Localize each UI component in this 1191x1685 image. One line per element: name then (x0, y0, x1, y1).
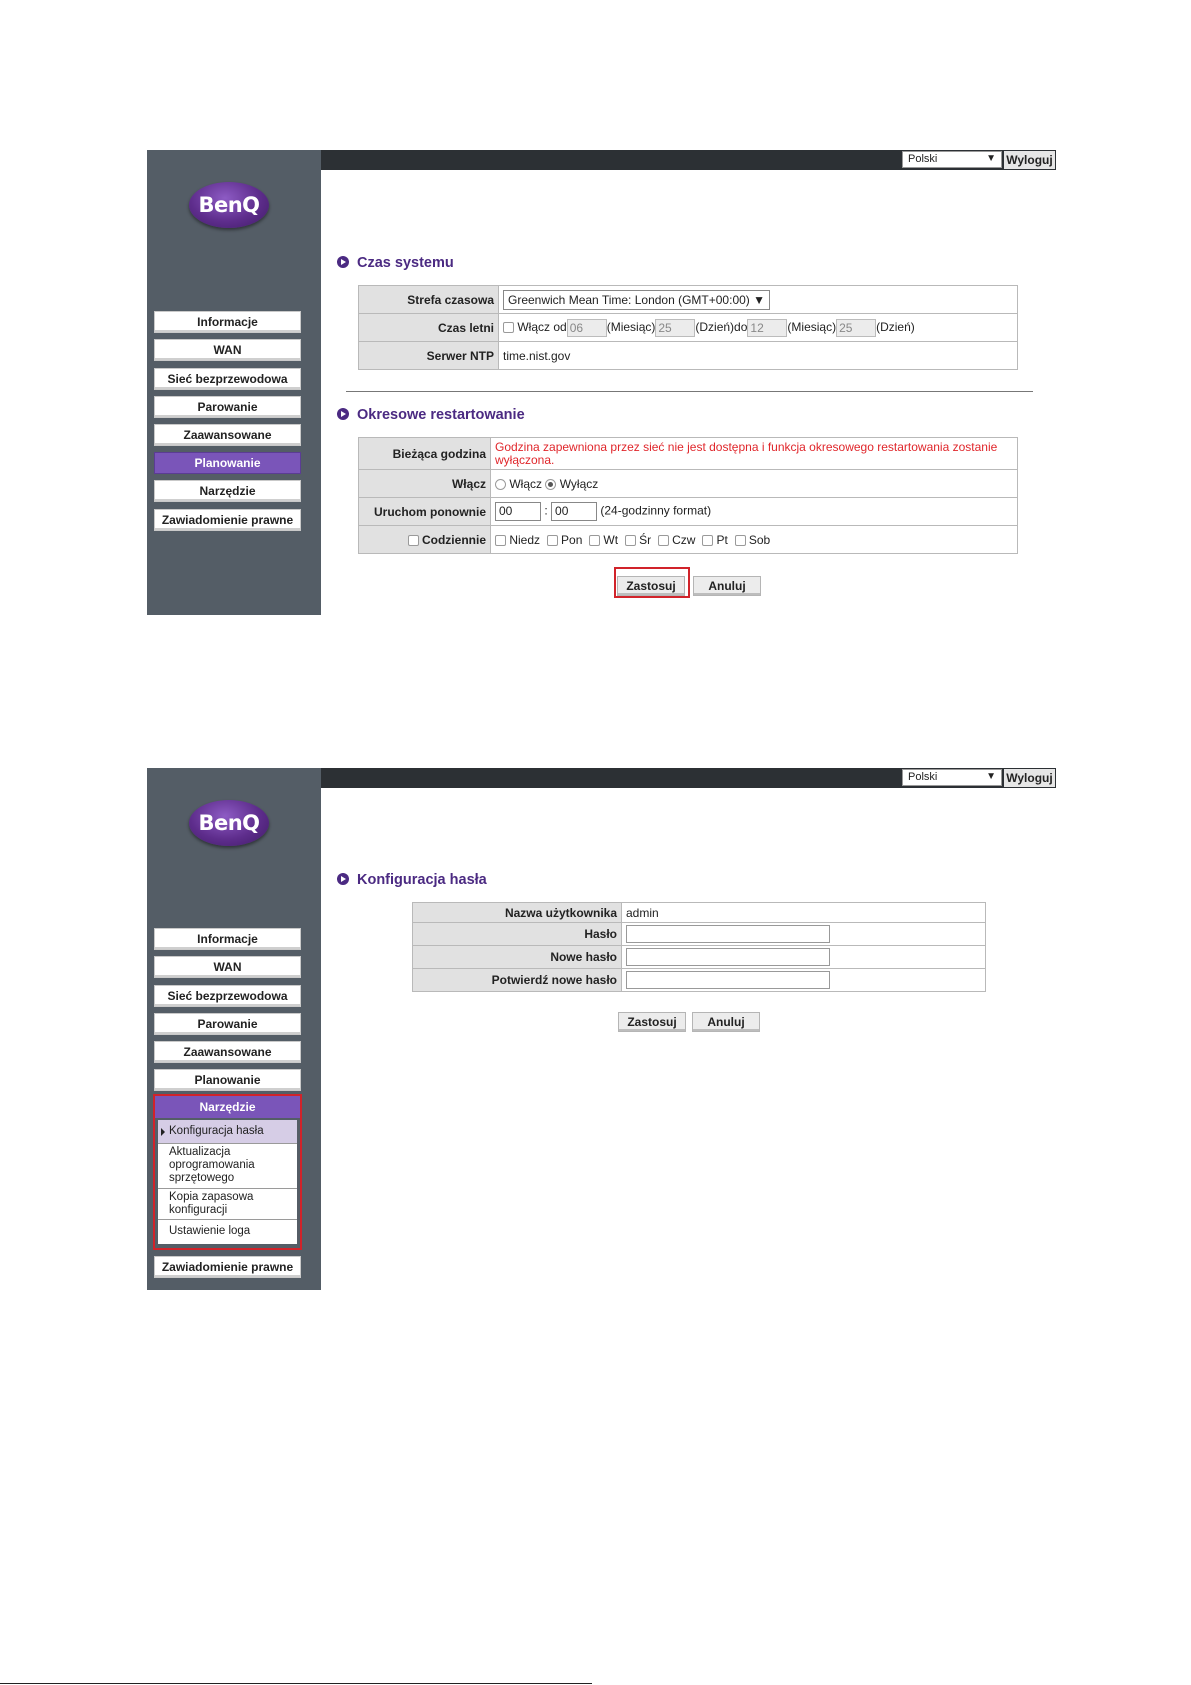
section-title-text: Konfiguracja hasła (357, 872, 487, 888)
screenshot-password-config (147, 768, 1056, 1290)
section-divider (346, 391, 1033, 392)
nav-planowanie[interactable]: Planowanie (154, 452, 301, 474)
day-checkbox-pon[interactable] (547, 535, 558, 546)
current-time-warning: Godzina zapewniona przez sieć nie jest dostępna i funkcja okresowego restartowania zostanie wyłączona. (491, 438, 1018, 470)
section-title-text: Okresowe restartowanie (357, 407, 525, 423)
section-title-password-config (337, 872, 487, 888)
days-cell (491, 526, 1018, 554)
radio-enable[interactable] (495, 479, 506, 490)
new-password-cell (622, 946, 986, 969)
confirm-password-cell (622, 969, 986, 992)
nav-parowanie[interactable]: Parowanie (154, 1013, 301, 1035)
current-time-label: Bieżąca godzina (359, 438, 491, 470)
benq-logo (189, 182, 269, 228)
restart-cell (491, 498, 1018, 526)
timezone-value: Greenwich Mean Time: London (GMT+00:00) (508, 292, 750, 307)
section-title-system-time (337, 255, 454, 271)
day-label: Wt (603, 532, 619, 547)
nav-narzedzie[interactable]: Narzędzie (154, 480, 301, 502)
nav-informacje[interactable]: Informacje (154, 311, 301, 333)
language-value: Polski (908, 153, 938, 165)
username-label: Nazwa użytkownika (413, 903, 622, 923)
section-bullet-icon (337, 873, 349, 885)
dst-from-month-input[interactable]: 06 (567, 319, 607, 337)
day-label: Śr (639, 532, 652, 547)
language-value: Polski (908, 771, 938, 783)
day-label: (Dzień) (695, 319, 735, 334)
restart-hour-input[interactable]: 00 (495, 502, 541, 521)
day-label: Pt (716, 532, 728, 547)
dst-checkbox[interactable] (503, 322, 514, 333)
time-separator: : (544, 503, 548, 518)
periodic-restart-table (358, 437, 1018, 554)
sidebar (147, 150, 321, 615)
day-checkbox-sr[interactable] (625, 535, 636, 546)
nav-narzedzie[interactable]: Narzędzie (155, 1096, 300, 1118)
nav-zaawansowane[interactable]: Zaawansowane (154, 1041, 301, 1063)
confirm-password-label: Potwierdź nowe hasło (413, 969, 622, 992)
cancel-button[interactable]: Anuluj (692, 1012, 760, 1032)
dropdown-arrow-icon: ▼ (753, 292, 766, 307)
logout-button[interactable]: Wyloguj (1004, 769, 1055, 787)
language-select[interactable] (902, 151, 1002, 168)
day-checkbox-sob[interactable] (735, 535, 746, 546)
selected-arrow-icon (161, 1128, 165, 1136)
password-cell (622, 923, 986, 946)
nav-siec-bezprzewodowa[interactable]: Sieć bezprzewodowa (154, 368, 301, 390)
month-label: (Miesiąc) (606, 319, 656, 334)
nav-zawiadomienie-prawne[interactable]: Zawiadomienie prawne (154, 1256, 301, 1278)
timezone-cell (499, 286, 1018, 314)
day-label: Czw (672, 532, 696, 547)
confirm-password-input[interactable] (626, 971, 830, 989)
new-password-input[interactable] (626, 948, 830, 966)
ntp-label: Serwer NTP (359, 342, 499, 370)
section-title-text: Czas systemu (357, 255, 454, 271)
restart-label: Uruchom ponownie (359, 498, 491, 526)
top-bar (321, 768, 1056, 788)
nav-informacje[interactable]: Informacje (154, 928, 301, 950)
section-title-periodic-restart (337, 407, 525, 423)
ntp-value: time.nist.gov (499, 342, 1018, 370)
nav-zaawansowane[interactable]: Zaawansowane (154, 424, 301, 446)
nav-parowanie[interactable]: Parowanie (154, 396, 301, 418)
submenu-firmware-update[interactable]: Aktualizacja oprogramowania sprzętowego (158, 1144, 297, 1189)
enable-label: Włącz (359, 470, 491, 498)
section-bullet-icon (337, 256, 349, 268)
section-bullet-icon (337, 408, 349, 420)
nav-siec-bezprzewodowa[interactable]: Sieć bezprzewodowa (154, 985, 301, 1007)
submenu-password-config[interactable] (158, 1120, 297, 1144)
daily-checkbox[interactable] (408, 535, 419, 546)
apply-button[interactable]: Zastosuj (617, 576, 685, 596)
day-checkbox-niedz[interactable] (495, 535, 506, 546)
password-label: Hasło (413, 923, 622, 946)
logo-text: BenQ (198, 193, 260, 217)
apply-button[interactable]: Zastosuj (618, 1012, 686, 1032)
radio-enable-label: Włącz (509, 476, 543, 491)
to-label: do (734, 319, 748, 334)
password-input[interactable] (626, 925, 830, 943)
time-format-note: (24-godzinny format) (600, 503, 712, 518)
day-label: Sob (748, 532, 771, 547)
tools-menu-group (153, 1094, 302, 1250)
dropdown-arrow-icon: ▼ (986, 153, 996, 164)
submenu-config-backup[interactable]: Kopia zapasowa konfiguracji (158, 1189, 297, 1220)
nav-zawiadomienie-prawne[interactable]: Zawiadomienie prawne (154, 509, 301, 531)
language-select[interactable] (902, 769, 1002, 786)
logout-button[interactable]: Wyloguj (1004, 151, 1055, 169)
nav-wan[interactable]: WAN (154, 339, 301, 361)
timezone-label: Strefa czasowa (359, 286, 499, 314)
top-bar (321, 150, 1056, 170)
restart-minute-input[interactable]: 00 (551, 502, 597, 521)
daily-cell (359, 526, 491, 554)
radio-disable-label: Wyłącz (559, 476, 599, 491)
day-label: (Dzień) (876, 319, 915, 334)
highlight-box (614, 567, 690, 598)
dropdown-arrow-icon: ▼ (986, 771, 996, 782)
month-label: (Miesiąc) (787, 319, 837, 334)
timezone-select[interactable] (503, 290, 770, 310)
nav-planowanie[interactable]: Planowanie (154, 1069, 301, 1091)
dst-to-month-input[interactable]: 12 (747, 319, 787, 337)
submenu-label: Konfiguracja hasła (169, 1125, 264, 1137)
tools-submenu (158, 1120, 297, 1244)
system-time-table (358, 285, 1018, 370)
day-label: Niedz (509, 532, 541, 547)
dst-label: Czas letni (359, 314, 499, 342)
username-value: admin (622, 903, 986, 923)
logo-text: BenQ (198, 811, 260, 835)
screenshot-scheduling (147, 150, 1056, 615)
footer-rule (0, 1683, 592, 1684)
dst-from-day-input[interactable]: 25 (655, 319, 695, 337)
new-password-label: Nowe hasło (413, 946, 622, 969)
day-checkbox-pt[interactable] (702, 535, 713, 546)
password-config-table (412, 902, 986, 992)
day-checkbox-czw[interactable] (658, 535, 669, 546)
enable-cell (491, 470, 1018, 498)
submenu-log-settings[interactable]: Ustawienie loga (169, 1225, 251, 1237)
benq-logo (189, 800, 269, 846)
sidebar (147, 768, 321, 1290)
nav-wan[interactable]: WAN (154, 956, 301, 978)
dst-cell (499, 314, 1018, 342)
radio-disable[interactable] (545, 479, 556, 490)
day-checkbox-wt[interactable] (589, 535, 600, 546)
day-label: Pon (561, 532, 583, 547)
cancel-button[interactable]: Anuluj (693, 576, 761, 596)
dst-enable-label: Włącz od (517, 319, 567, 334)
daily-label: Codziennie (421, 532, 486, 547)
dst-to-day-input[interactable]: 25 (836, 319, 876, 337)
